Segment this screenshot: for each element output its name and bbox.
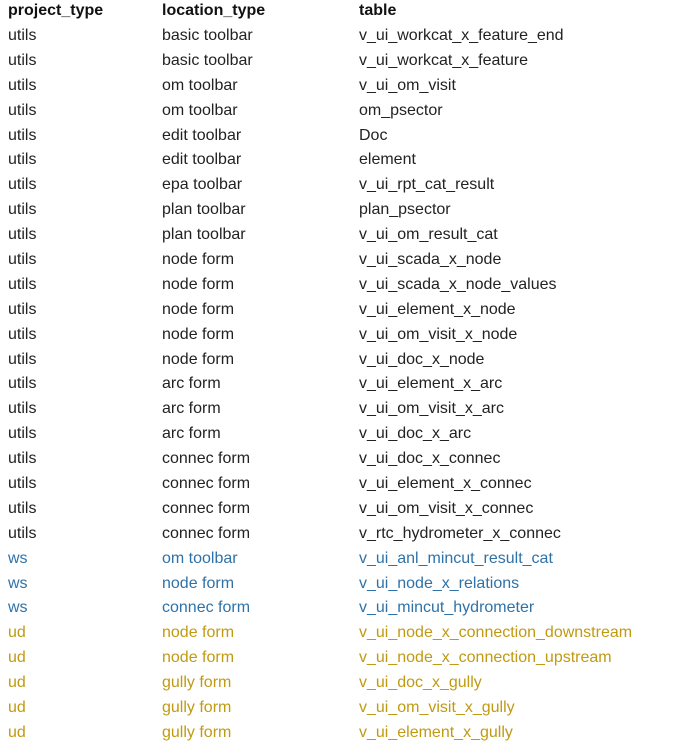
cell-project-type: utils <box>8 151 37 169</box>
cell-location-type: om toolbar <box>162 101 238 119</box>
cell-table: v_ui_element_x_node <box>359 300 516 318</box>
cell-table: v_rtc_hydrometer_x_connec <box>359 524 561 542</box>
table-row <box>0 397 684 422</box>
cell-project-type: utils <box>8 400 37 418</box>
cell-location-type: edit toolbar <box>162 151 242 169</box>
table-row <box>0 198 684 223</box>
cell-project-type: utils <box>8 201 37 219</box>
table-row <box>0 24 684 49</box>
cell-location-type: basic toolbar <box>162 51 253 69</box>
cell-table: v_ui_node_x_connection_downstream <box>359 624 633 642</box>
table-row <box>0 621 684 646</box>
cell-project-type: ud <box>8 723 26 741</box>
cell-location-type: arc form <box>162 375 221 393</box>
cell-table: v_ui_element_x_connec <box>359 475 532 493</box>
cell-location-type: node form <box>162 325 235 343</box>
cell-location-type: node form <box>162 350 235 368</box>
cell-table: v_ui_node_x_relations <box>359 574 520 592</box>
table-row <box>0 671 684 696</box>
cell-table: v_ui_workcat_x_feature <box>359 51 528 69</box>
cell-project-type: ws <box>8 549 28 567</box>
cell-project-type: utils <box>8 176 37 194</box>
cell-table: v_ui_anl_mincut_result_cat <box>359 549 553 567</box>
cell-location-type: gully form <box>162 699 232 717</box>
cell-project-type: utils <box>8 325 37 343</box>
cell-table: v_ui_rpt_cat_result <box>359 176 495 194</box>
table-row <box>0 696 684 721</box>
cell-project-type: utils <box>8 275 37 293</box>
table-row <box>0 497 684 522</box>
table-row <box>0 173 684 198</box>
table-row <box>0 323 684 348</box>
cell-table: v_ui_doc_x_connec <box>359 450 501 468</box>
cell-table: v_ui_element_x_arc <box>359 375 503 393</box>
cell-table: v_ui_doc_x_arc <box>359 425 472 443</box>
cell-project-type: utils <box>8 375 37 393</box>
table-row <box>0 124 684 149</box>
cell-table: element <box>359 151 416 169</box>
cell-project-type: utils <box>8 27 37 44</box>
cell-table: v_ui_om_visit_x_arc <box>359 400 504 418</box>
table-row <box>0 74 684 99</box>
cell-project-type: utils <box>8 450 37 468</box>
cell-table: om_psector <box>359 101 443 119</box>
table-row <box>0 248 684 273</box>
cell-project-type: ws <box>8 599 28 617</box>
table-row <box>0 572 684 597</box>
cell-table: v_ui_node_x_connection_upstream <box>359 649 612 667</box>
cell-location-type: connec form <box>162 475 251 493</box>
cell-project-type: ud <box>8 624 26 642</box>
header-location-type: location_type <box>162 2 266 19</box>
cell-location-type: node form <box>162 624 235 642</box>
cell-table: v_ui_scada_x_node_values <box>359 275 557 293</box>
header-table: table <box>359 2 397 19</box>
cell-location-type: connec form <box>162 524 251 542</box>
cell-project-type: utils <box>8 251 37 269</box>
table-header-row <box>0 0 684 24</box>
cell-table: v_ui_element_x_gully <box>359 723 513 741</box>
cell-location-type: plan toolbar <box>162 201 246 219</box>
table-row <box>0 596 684 621</box>
cell-location-type: epa toolbar <box>162 176 243 194</box>
table-row <box>0 372 684 397</box>
cell-location-type: plan toolbar <box>162 226 246 244</box>
table-row <box>0 646 684 671</box>
cell-project-type: ud <box>8 674 26 692</box>
cell-project-type: utils <box>8 226 37 244</box>
cell-table: v_ui_doc_x_node <box>359 350 485 368</box>
table-row <box>0 49 684 74</box>
cell-location-type: node form <box>162 649 235 667</box>
cell-table: v_ui_om_visit_x_connec <box>359 499 534 517</box>
cell-project-type: utils <box>8 126 37 144</box>
table-row <box>0 522 684 547</box>
cell-location-type: node form <box>162 574 235 592</box>
cell-table: v_ui_scada_x_node <box>359 251 502 269</box>
cell-table: v_ui_om_result_cat <box>359 226 498 244</box>
cell-project-type: ud <box>8 649 26 667</box>
cell-location-type: gully form <box>162 723 232 741</box>
cell-project-type: utils <box>8 499 37 517</box>
cell-project-type: utils <box>8 51 37 69</box>
cell-location-type: om toolbar <box>162 549 238 567</box>
table-row <box>0 223 684 248</box>
cell-location-type: arc form <box>162 400 221 418</box>
cell-project-type: utils <box>8 350 37 368</box>
cell-table: v_ui_doc_x_gully <box>359 674 482 692</box>
table-row <box>0 273 684 298</box>
header-project-type: project_type <box>8 2 104 19</box>
cell-project-type: utils <box>8 76 37 94</box>
cell-project-type: ws <box>8 574 28 592</box>
table-row <box>0 99 684 124</box>
cell-table: Doc <box>359 126 388 144</box>
cell-location-type: node form <box>162 251 235 269</box>
cell-location-type: connec form <box>162 499 251 517</box>
cell-location-type: edit toolbar <box>162 126 242 144</box>
cell-project-type: utils <box>8 475 37 493</box>
table-row <box>0 348 684 373</box>
cell-table: v_ui_om_visit <box>359 76 456 94</box>
table-body <box>0 24 684 746</box>
table-row <box>0 721 684 746</box>
cell-table: v_ui_workcat_x_feature_end <box>359 27 564 44</box>
cell-project-type: utils <box>8 101 37 119</box>
table-row <box>0 547 684 572</box>
cell-project-type: utils <box>8 300 37 318</box>
cell-location-type: basic toolbar <box>162 27 253 44</box>
table-row <box>0 422 684 447</box>
table-row <box>0 472 684 497</box>
table-row <box>0 298 684 323</box>
cell-location-type: node form <box>162 300 235 318</box>
cell-location-type: node form <box>162 275 235 293</box>
table-row <box>0 447 684 472</box>
cell-project-type: utils <box>8 425 37 443</box>
cell-location-type: om toolbar <box>162 76 238 94</box>
table-row <box>0 148 684 173</box>
cell-location-type: gully form <box>162 674 232 692</box>
cell-project-type: ud <box>8 699 26 717</box>
cell-project-type: utils <box>8 524 37 542</box>
cell-location-type: connec form <box>162 599 251 617</box>
cell-table: v_ui_om_visit_x_node <box>359 325 518 343</box>
cell-location-type: arc form <box>162 425 221 443</box>
cell-table: v_ui_mincut_hydrometer <box>359 599 535 617</box>
cell-location-type: connec form <box>162 450 251 468</box>
cell-table: v_ui_om_visit_x_gully <box>359 699 515 717</box>
cell-table: plan_psector <box>359 201 451 219</box>
